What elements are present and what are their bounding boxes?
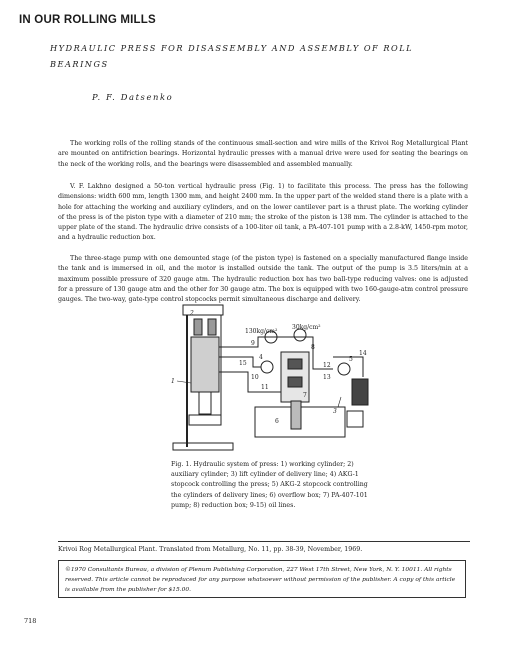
pump-motor — [347, 411, 363, 427]
figure-number-label: 9 — [251, 340, 255, 347]
stopcock-akg-1 — [261, 361, 273, 373]
pressure-label-30: 30kg/cm² — [292, 324, 321, 331]
reducing-valve — [288, 377, 302, 387]
paragraph-pump: The three-stage pump with one demounted stage (of the piston type) is fastened on a specially manufactured flange inside the tank and is immersed in oil, and the motor is installed outside the tank. The output of the pump is 3.5 liters/min at a maximum possible pressure of 320 gauge atm. The hydraulic reduction box has two ball-type reducing valves: one is adjusted for a pressure of 130 gauge atm and the other for 30 gauge atm. The box is equipped with two 160-gauge-atm control pressure gauges. The two-way, gate-type control stopcocks permit simultaneous discharge and delivery. — [58, 255, 468, 304]
leader-line — [338, 397, 341, 407]
figure-number-label: 13 — [323, 374, 331, 381]
article-title: HYDRAULIC PRESS FOR DISASSEMBLY AND ASSEMBLY OF ROLL BEARINGS — [50, 43, 414, 69]
figure-number-label: 15 — [239, 360, 247, 367]
hydraulic-system-figure — [163, 297, 378, 455]
figure-number-label: 12 — [323, 362, 331, 369]
thrust-plate — [189, 415, 221, 425]
copyright-notice: ©1970 Consultants Bureau, a division of Plenum Publishing Corporation, 227 West 17th Street, New York, N. Y. 10011. All rights reserved. This article cannot be reproduced for any purpose whatsoever without permission of the publisher. A copy of this article is available from the publisher for $15.00. — [58, 560, 466, 598]
figure-number-label: 3 — [333, 408, 337, 415]
page-number: 718 — [24, 617, 37, 625]
paragraph-design: V. F. Lakhno designed a 50-ton vertical hydraulic press (Fig. 1) to facilitate this process. The press has the following dimensions: width 600 mm, length 1300 mm, and height 2400 mm. In the upper part of the welded stand there is a plate with a hole for attaching the working and auxiliary cylinders, and on the lower cantilever part is a thrust plate. The working cylinder of the press is of the piston type with a diameter of 210 mm; the stroke of the piston is 138 mm. The cylinder is attached to the upper plate of the stand. The hydraulic drive consists of a 100-liter oil tank, a PA-407-101 pump with a 2.8-kW, 1450-rpm motor, and a hydraulic reduction box. — [58, 183, 468, 242]
oil-line — [219, 337, 313, 352]
auxiliary-cylinder — [194, 319, 202, 335]
lift-cylinder — [352, 379, 368, 405]
author: P. F. Datsenko — [92, 92, 174, 102]
footnote-rule — [58, 541, 470, 542]
section-header: IN OUR ROLLING MILLS — [19, 14, 156, 26]
figure-number-label: 1 — [171, 378, 175, 385]
reducing-valve — [288, 359, 302, 369]
paragraph-intro: The working rolls of the rolling stands of the continuous small-section and wire mills of the Krivoi Rog Metallurgical Plant are mounted on antifriction bearings. Horizontal hydraulic presses with a manual drive were used for seating the bearings on the neck of the working rolls, and the bearings were disassembled and assembled manually. — [58, 140, 468, 168]
figure-number-label: 4 — [259, 354, 263, 361]
pump — [291, 401, 301, 429]
figure-number-label: 11 — [261, 384, 269, 391]
figure-number-label: 2 — [190, 310, 194, 317]
stand-base — [173, 443, 233, 450]
figure-number-label: 10 — [251, 374, 259, 381]
auxiliary-cylinder — [208, 319, 216, 335]
stand-top-plate — [183, 305, 223, 315]
figure-number-label: 7 — [303, 392, 307, 399]
working-cylinder — [191, 337, 219, 392]
figure-number-label: 6 — [275, 418, 279, 425]
pressure-label-130: 130kg/cm² — [245, 328, 278, 335]
footnote: Krivoi Rog Metallurgical Plant. Translated from Metallurg, No. 11, pp. 38-39, November, 1969. — [58, 546, 363, 553]
figure-number-label: 8 — [311, 344, 315, 351]
figure-caption: Fig. 1. Hydraulic system of press: 1) working cylinder; 2) auxiliary cylinder; 3) lift cylinder of delivery line; 4) AKG-1 stopcock controlling the press; 5) AKG-2 stopcock controlling the cylinders of delivery lines; 6) overflow box; 7) PA-407-101 pump; 8) reduction box; 9-15) oil lines. — [171, 461, 368, 509]
working-piston — [199, 392, 211, 414]
figure-number-label: 14 — [359, 350, 367, 357]
stopcock-akg-2 — [338, 363, 350, 375]
figure-number-label: 5 — [349, 356, 353, 363]
leader-line — [177, 381, 191, 383]
